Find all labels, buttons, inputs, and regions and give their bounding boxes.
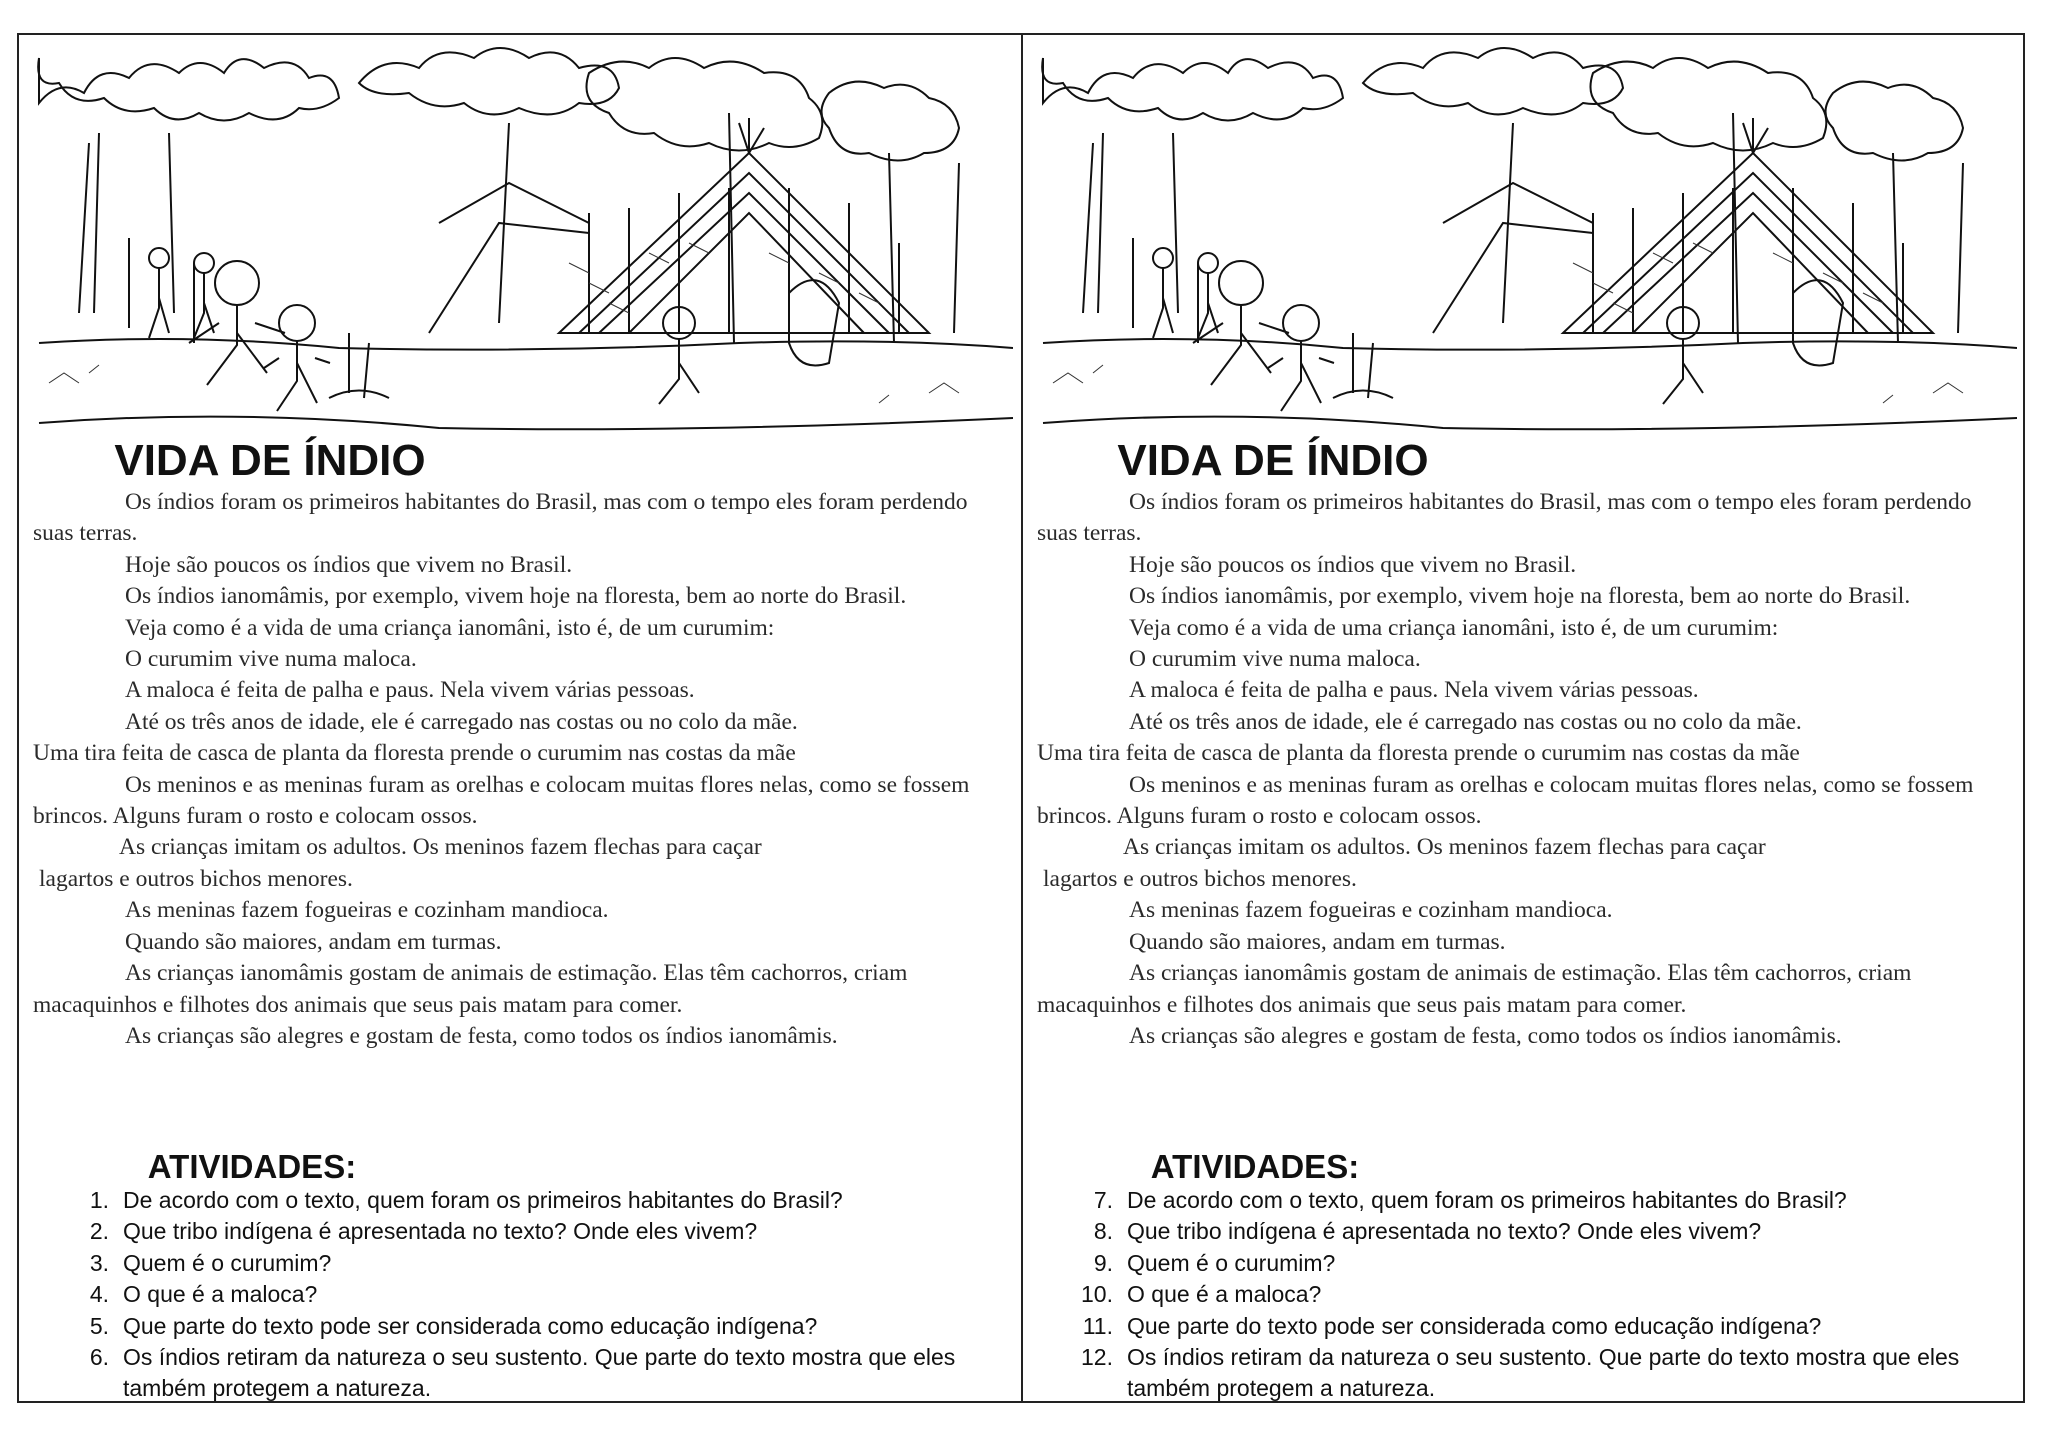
worksheet-panel-right — [1021, 35, 2023, 1401]
story-text — [33, 487, 999, 1052]
story-paragraph: O curumim vive numa maloca. — [125, 646, 417, 673]
question-item — [59, 1216, 1001, 1247]
question-item — [1063, 1311, 2003, 1342]
village-illustration — [1033, 43, 2017, 443]
story-paragraph: A maloca é feita de palha e paus. Nela vivem várias pessoas. — [1129, 677, 1699, 704]
story-paragraph: Uma tira feita de casca de planta da floresta prende o curumim nas costas da mãe — [33, 740, 796, 767]
question-number: 1. — [89, 1187, 109, 1213]
question-text: Que tribo indígena é apresentada no texto? Onde eles vivem? — [123, 1218, 758, 1245]
story-paragraph: Uma tira feita de casca de planta da floresta prende o curumim nas costas da mãe — [1037, 740, 1800, 767]
question-item — [1063, 1248, 2003, 1279]
question-number: 4. — [89, 1281, 109, 1308]
activities-title: ATIVIDADES: — [1150, 1148, 1360, 1185]
question-number: 11. — [1082, 1312, 1113, 1339]
story-paragraph: As crianças imitam os adultos. Os meninos fazem flechas para caçar — [119, 834, 762, 861]
story-paragraph: Até os três anos de idade, ele é carregado nas costas ou no colo da mãe. — [125, 708, 798, 735]
question-text: Os índios retiram da natureza o seu sustento. Que parte do texto mostra que eles também protegem a natureza. — [123, 1344, 956, 1402]
question-item — [1063, 1185, 2003, 1216]
question-text: O que é a maloca? — [1127, 1281, 1322, 1308]
page-title: VIDA DE ÍNDIO — [1117, 436, 1429, 485]
story-paragraph: Hoje são poucos os índios que vivem no Brasil. — [1129, 551, 1577, 578]
maloca-drawing — [29, 43, 1013, 443]
story-paragraph: O curumim vive numa maloca. — [1129, 646, 1421, 673]
story-paragraph: Até os três anos de idade, ele é carregado nas costas ou no colo da mãe. — [1129, 708, 1802, 735]
worksheet-panel-left — [19, 35, 1021, 1401]
story-paragraph: Os meninos e as meninas furam as orelhas e colocam muitas flores nelas, como se fossem brincos. Alguns furam o rosto e colocam ossos. — [1037, 771, 1974, 830]
question-text: Que parte do texto pode ser considerada como educação indígena? — [123, 1312, 818, 1339]
story-paragraph: Veja como é a vida de uma criança ianomâni, isto é, de um curumim: — [1129, 614, 1779, 641]
maloca-drawing — [1033, 43, 2017, 443]
question-text: Que parte do texto pode ser considerada como educação indígena? — [1127, 1312, 1822, 1339]
story-paragraph: Quando são maiores, andam em turmas. — [125, 928, 502, 955]
story-paragraph: As meninas fazem fogueiras e cozinham mandioca. — [125, 897, 609, 924]
story-paragraph: As crianças ianomâmis gostam de animais de estimação. Elas têm cachorros, criam macaquinhos e filhotes dos animais que seus pais matam para comer. — [33, 960, 908, 1018]
story-paragraph: Os índios foram os primeiros habitantes do Brasil, mas com o tempo eles foram perdendo suas terras. — [33, 489, 968, 547]
story-paragraph: As crianças são alegres e gostam de festa, como todos os índios ianomâmis. — [125, 1022, 838, 1049]
question-item — [59, 1342, 1001, 1405]
question-item — [1063, 1342, 2003, 1405]
question-number: 2. — [89, 1218, 109, 1245]
activities-title: ATIVIDADES: — [147, 1148, 357, 1185]
activities-list — [59, 1185, 1001, 1405]
story-paragraph: Quando são maiores, andam em turmas. — [1129, 928, 1506, 955]
question-item — [59, 1185, 1001, 1216]
story-paragraph: lagartos e outros bichos menores. — [39, 865, 353, 892]
question-item — [59, 1248, 1001, 1279]
question-item — [59, 1311, 1001, 1342]
activities-list — [1063, 1185, 2003, 1405]
question-number: 6. — [89, 1344, 109, 1371]
story-paragraph: Hoje são poucos os índios que vivem no Brasil. — [125, 551, 573, 578]
question-text: De acordo com o texto, quem foram os primeiros habitantes do Brasil? — [1127, 1187, 1847, 1213]
question-text: De acordo com o texto, quem foram os primeiros habitantes do Brasil? — [123, 1187, 843, 1213]
question-item — [1063, 1279, 2003, 1310]
question-number: 8. — [1093, 1218, 1113, 1245]
story-paragraph: Os índios foram os primeiros habitantes do Brasil, mas com o tempo eles foram perdendo suas terras. — [1037, 489, 1972, 547]
question-item — [59, 1279, 1001, 1310]
story-paragraph: Os meninos e as meninas furam as orelhas e colocam muitas flores nelas, como se fossem brincos. Alguns furam o rosto e colocam ossos. — [33, 771, 970, 830]
story-text — [1037, 487, 2001, 1052]
story-paragraph: As crianças ianomâmis gostam de animais de estimação. Elas têm cachorros, criam macaquinhos e filhotes dos animais que seus pais matam para comer. — [1037, 960, 1912, 1018]
village-illustration — [29, 43, 1013, 443]
question-number: 3. — [89, 1249, 109, 1276]
question-text: Quem é o curumim? — [123, 1249, 332, 1276]
question-number: 9. — [1093, 1249, 1113, 1276]
question-text: Os índios retiram da natureza o seu sustento. Que parte do texto mostra que eles também protegem a natureza. — [1127, 1344, 1960, 1402]
story-paragraph: lagartos e outros bichos menores. — [1043, 865, 1357, 892]
story-paragraph: As crianças imitam os adultos. Os meninos fazem flechas para caçar — [1123, 834, 1766, 861]
page-title: VIDA DE ÍNDIO — [114, 436, 426, 485]
worksheet-sheet — [17, 33, 2025, 1403]
story-paragraph: Os índios ianomâmis, por exemplo, vivem hoje na floresta, bem ao norte do Brasil. — [1129, 583, 1911, 610]
story-paragraph: As crianças são alegres e gostam de festa, como todos os índios ianomâmis. — [1129, 1022, 1842, 1049]
question-number: 10. — [1081, 1281, 1113, 1308]
question-text: O que é a maloca? — [123, 1281, 318, 1308]
story-paragraph: As meninas fazem fogueiras e cozinham mandioca. — [1129, 897, 1613, 924]
story-paragraph: Veja como é a vida de uma criança ianomâni, isto é, de um curumim: — [125, 614, 775, 641]
question-text: Quem é o curumim? — [1127, 1249, 1336, 1276]
question-number: 12. — [1081, 1344, 1113, 1371]
question-number: 5. — [89, 1312, 109, 1339]
question-text: Que tribo indígena é apresentada no texto? Onde eles vivem? — [1127, 1218, 1762, 1245]
story-paragraph: A maloca é feita de palha e paus. Nela vivem várias pessoas. — [125, 677, 695, 704]
question-item — [1063, 1216, 2003, 1247]
story-paragraph: Os índios ianomâmis, por exemplo, vivem hoje na floresta, bem ao norte do Brasil. — [125, 583, 907, 610]
question-number: 7. — [1093, 1187, 1113, 1213]
